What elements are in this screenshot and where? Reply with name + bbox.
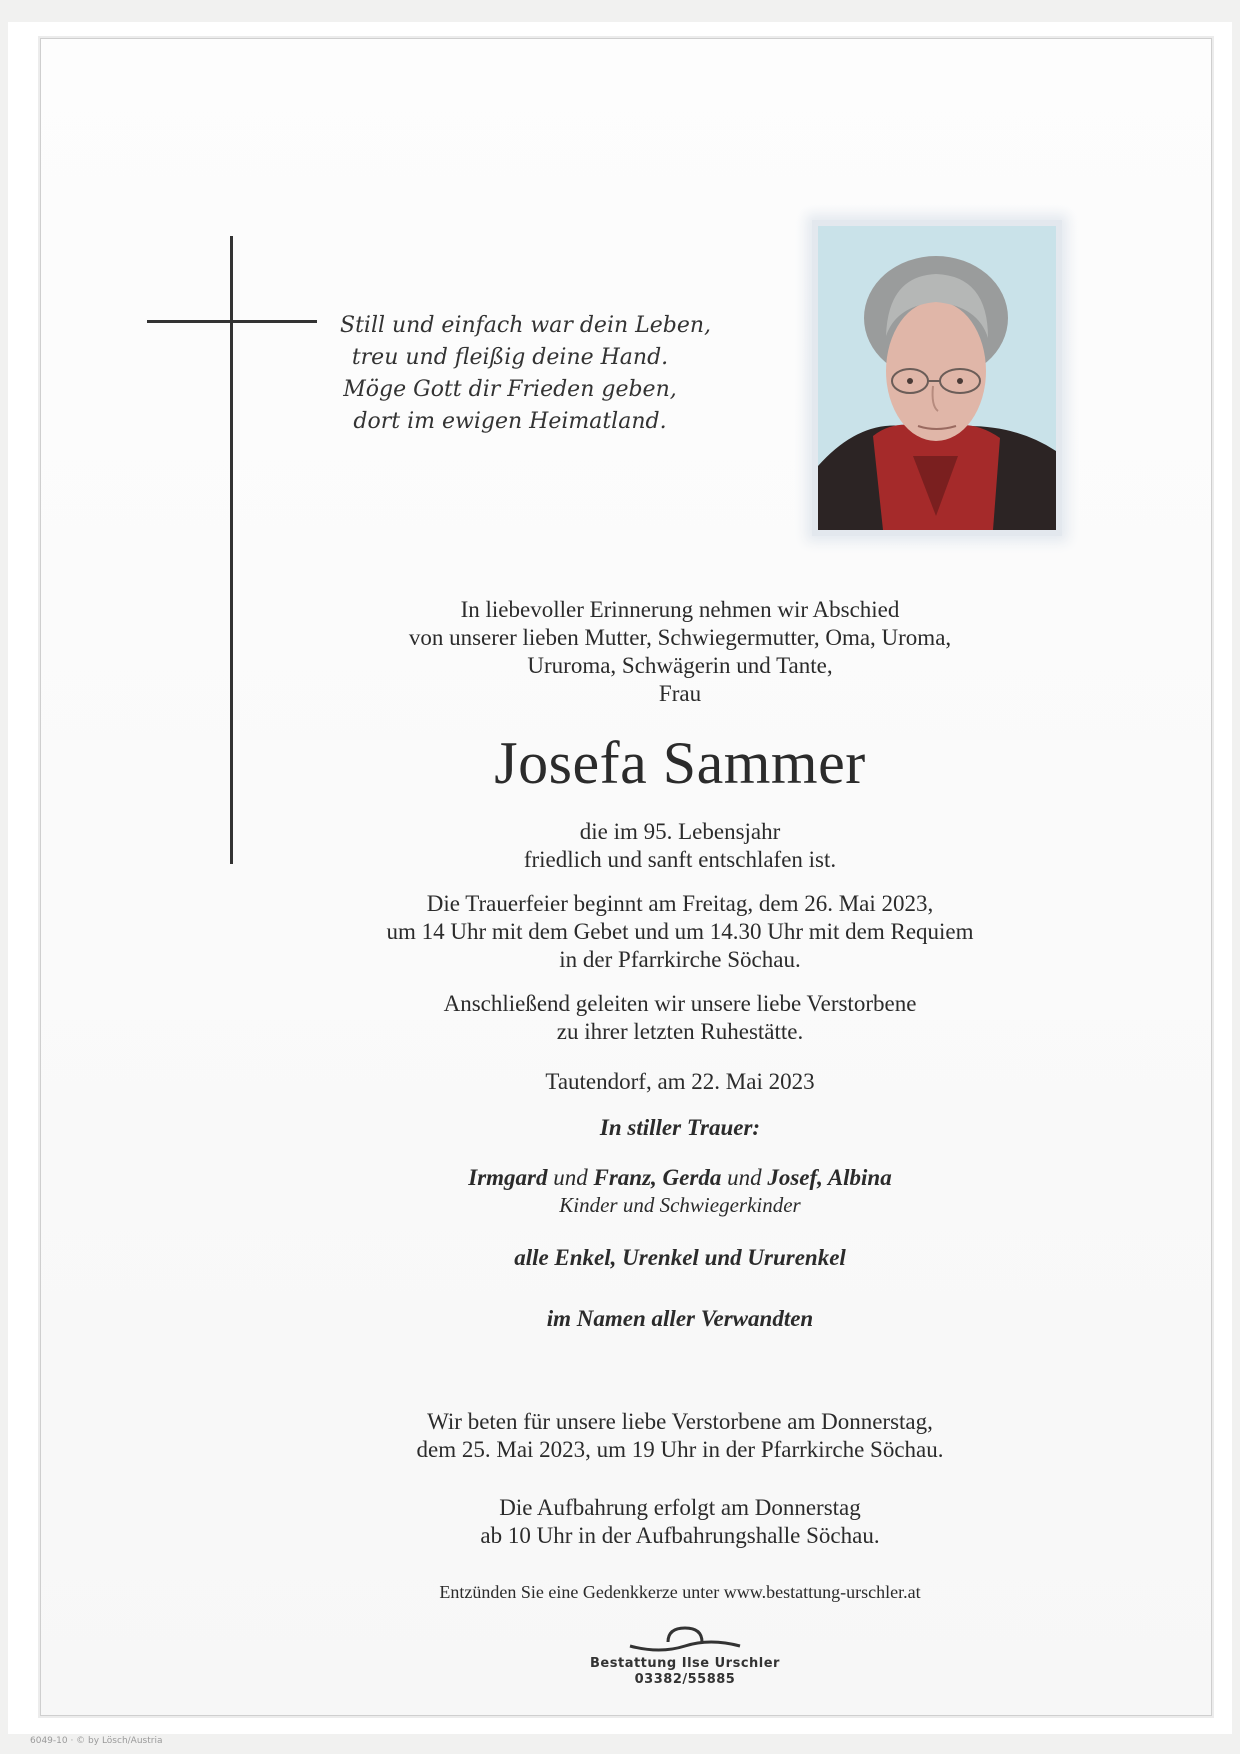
prayer-text — [240, 1408, 1120, 1464]
viewing-text — [240, 1494, 1120, 1550]
portrait-photo — [818, 226, 1056, 530]
verse-line: Still und einfach war dein Leben, — [340, 313, 712, 338]
cross-icon-bar — [147, 320, 317, 323]
print-code: 6049-10 · © by Lösch/Austria — [30, 1736, 163, 1746]
mourning-heading: In stiller Trauer: — [599, 1115, 761, 1140]
ceremony-text — [240, 890, 1120, 974]
viewing-line: ab 10 Uhr in der Aufbahrungshalle Söchau. — [480, 1523, 880, 1548]
children-caption: Kinder und Schwiegerkinder — [559, 1193, 801, 1217]
portrait-frame — [812, 220, 1062, 536]
relatives-line: im Namen aller Verwandten — [546, 1306, 814, 1331]
ceremony-line: in der Pfarrkirche Söchau. — [559, 947, 801, 972]
viewing-line: Die Aufbahrung erfolgt am Donnerstag — [499, 1495, 861, 1520]
passing-text — [240, 818, 1120, 874]
children-block — [240, 1164, 1120, 1218]
place-date: Tautendorf, am 22. Mai 2023 — [545, 1069, 815, 1094]
grandchildren-line: alle Enkel, Urenkel und Ururenkel — [514, 1245, 846, 1270]
cross-icon — [230, 236, 233, 864]
memorial-verse — [340, 310, 712, 438]
funeral-home-logo-icon — [620, 1620, 750, 1660]
funeral-home-phone: 03382/55885 — [634, 1672, 736, 1687]
funeral-home-info — [540, 1656, 830, 1688]
candle-note: Entzünden Sie eine Gedenkkerze unter www.bestattung-urschler.at — [439, 1582, 921, 1602]
intro-line: von unserer lieben Mutter, Schwiegermutter, Oma, Uroma, — [408, 625, 952, 650]
burial-line: zu ihrer letzten Ruhestätte. — [556, 1019, 804, 1044]
verse-line: dort im ewigen Heimatland. — [353, 409, 667, 434]
ceremony-line: Die Trauerfeier beginnt am Freitag, dem 26. Mai 2023, — [426, 891, 934, 916]
intro-line: Ururoma, Schwägerin und Tante, — [527, 653, 833, 678]
ceremony-line: um 14 Uhr mit dem Gebet und um 14.30 Uhr mit dem Requiem — [386, 919, 974, 944]
burial-line: Anschließend geleiten wir unsere liebe Verstorbene — [443, 991, 917, 1016]
passing-line: friedlich und sanft entschlafen ist. — [523, 847, 837, 872]
passing-line: die im 95. Lebensjahr — [579, 819, 781, 844]
intro-line: Frau — [658, 681, 702, 706]
funeral-home-name: Bestattung Ilse Urschler — [590, 1656, 780, 1671]
children-names: Irmgard und Franz, Gerda und Josef, Albina — [468, 1165, 892, 1190]
burial-text — [240, 990, 1120, 1046]
verse-line: Möge Gott dir Frieden geben, — [343, 377, 677, 402]
prayer-line: Wir beten für unsere liebe Verstorbene am Donnerstag, — [427, 1409, 933, 1434]
intro-line: In liebevoller Erinnerung nehmen wir Abschied — [460, 597, 900, 622]
verse-line: treu und fleißig deine Hand. — [351, 345, 669, 370]
farewell-intro — [240, 596, 1120, 708]
prayer-line: dem 25. Mai 2023, um 19 Uhr in der Pfarrkirche Söchau. — [416, 1437, 944, 1462]
deceased-name: Josefa Sammer — [494, 730, 866, 796]
